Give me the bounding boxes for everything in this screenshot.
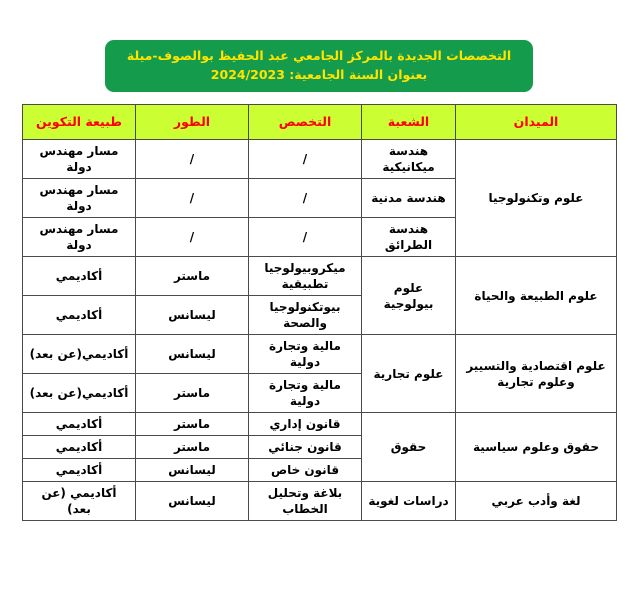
cell-tabiaa: أكاديمي bbox=[23, 413, 136, 436]
cell-takhassous: بيوتكنولوجيا والصحة bbox=[249, 296, 362, 335]
cell-tawr: ماستر bbox=[136, 413, 249, 436]
column-header-tawr: الطور bbox=[136, 105, 249, 140]
cell-takhassous: مالية وتجارة دولية bbox=[249, 335, 362, 374]
cell-takhassous: / bbox=[249, 140, 362, 179]
cell-tawr: / bbox=[136, 140, 249, 179]
column-header-midan: الميدان bbox=[456, 105, 617, 140]
cell-midan: حقوق وعلوم سياسية bbox=[456, 413, 617, 482]
cell-midan: علوم اقتصادية والتسيير وعلوم تجارية bbox=[456, 335, 617, 413]
cell-chouaa: هندسة مدنية bbox=[362, 179, 456, 218]
cell-tabiaa: أكاديمي (عن بعد) bbox=[23, 482, 136, 521]
cell-chouaa: حقوق bbox=[362, 413, 456, 482]
cell-takhassous: / bbox=[249, 218, 362, 257]
table-body bbox=[23, 140, 617, 521]
cell-tabiaa: أكاديمي(عن بعد) bbox=[23, 335, 136, 374]
cell-chouaa: علوم تجارية bbox=[362, 335, 456, 413]
table-header-row bbox=[23, 105, 617, 140]
cell-tabiaa: أكاديمي bbox=[23, 296, 136, 335]
cell-tawr: ماستر bbox=[136, 257, 249, 296]
cell-midan: علوم وتكنولوجيا bbox=[456, 140, 617, 257]
specializations-table-container bbox=[22, 104, 617, 521]
cell-takhassous: قانون إداري bbox=[249, 413, 362, 436]
cell-tabiaa: مسار مهندس دولة bbox=[23, 140, 136, 179]
cell-takhassous: بلاغة وتحليل الخطاب bbox=[249, 482, 362, 521]
table-row bbox=[23, 482, 617, 521]
table-header bbox=[23, 105, 617, 140]
specializations-table bbox=[22, 104, 617, 521]
cell-tabiaa: أكاديمي bbox=[23, 459, 136, 482]
table-row bbox=[23, 335, 617, 374]
table-row bbox=[23, 413, 617, 436]
cell-chouaa: هندسة ميكانيكية bbox=[362, 140, 456, 179]
table-row bbox=[23, 257, 617, 296]
column-header-takhassous: التخصص bbox=[249, 105, 362, 140]
title-line-2: بعنوان السنة الجامعية: 2024/2023 bbox=[210, 67, 428, 82]
cell-tabiaa: أكاديمي bbox=[23, 257, 136, 296]
cell-tawr: / bbox=[136, 218, 249, 257]
cell-takhassous: / bbox=[249, 179, 362, 218]
cell-tawr: ليسانس bbox=[136, 482, 249, 521]
cell-tabiaa: مسار مهندس دولة bbox=[23, 179, 136, 218]
cell-takhassous: قانون خاص bbox=[249, 459, 362, 482]
cell-tawr: ماستر bbox=[136, 436, 249, 459]
cell-tawr: ليسانس bbox=[136, 459, 249, 482]
cell-tabiaa: أكاديمي bbox=[23, 436, 136, 459]
cell-chouaa: هندسة الطرائق bbox=[362, 218, 456, 257]
title-line-1: التخصصات الجديدة بالمركز الجامعي عبد الحفيظ بوالصوف-ميلة bbox=[126, 48, 512, 63]
table-row bbox=[23, 140, 617, 179]
cell-tawr: / bbox=[136, 179, 249, 218]
cell-tawr: ليسانس bbox=[136, 296, 249, 335]
cell-takhassous: ميكروبيولوجيا تطبيقية bbox=[249, 257, 362, 296]
cell-takhassous: قانون جنائي bbox=[249, 436, 362, 459]
column-header-tabiaa: طبيعة التكوين bbox=[23, 105, 136, 140]
cell-tabiaa: أكاديمي(عن بعد) bbox=[23, 374, 136, 413]
cell-midan: لغة وأدب عربي bbox=[456, 482, 617, 521]
cell-tawr: ليسانس bbox=[136, 335, 249, 374]
title-banner bbox=[105, 40, 533, 92]
column-header-chouaa: الشعبة bbox=[362, 105, 456, 140]
cell-takhassous: مالية وتجارة دولية bbox=[249, 374, 362, 413]
title-banner-container bbox=[0, 40, 638, 92]
cell-tawr: ماستر bbox=[136, 374, 249, 413]
cell-tabiaa: مسار مهندس دولة bbox=[23, 218, 136, 257]
cell-chouaa: علوم بيولوجية bbox=[362, 257, 456, 335]
cell-chouaa: دراسات لغوية bbox=[362, 482, 456, 521]
cell-midan: علوم الطبيعة والحياة bbox=[456, 257, 617, 335]
